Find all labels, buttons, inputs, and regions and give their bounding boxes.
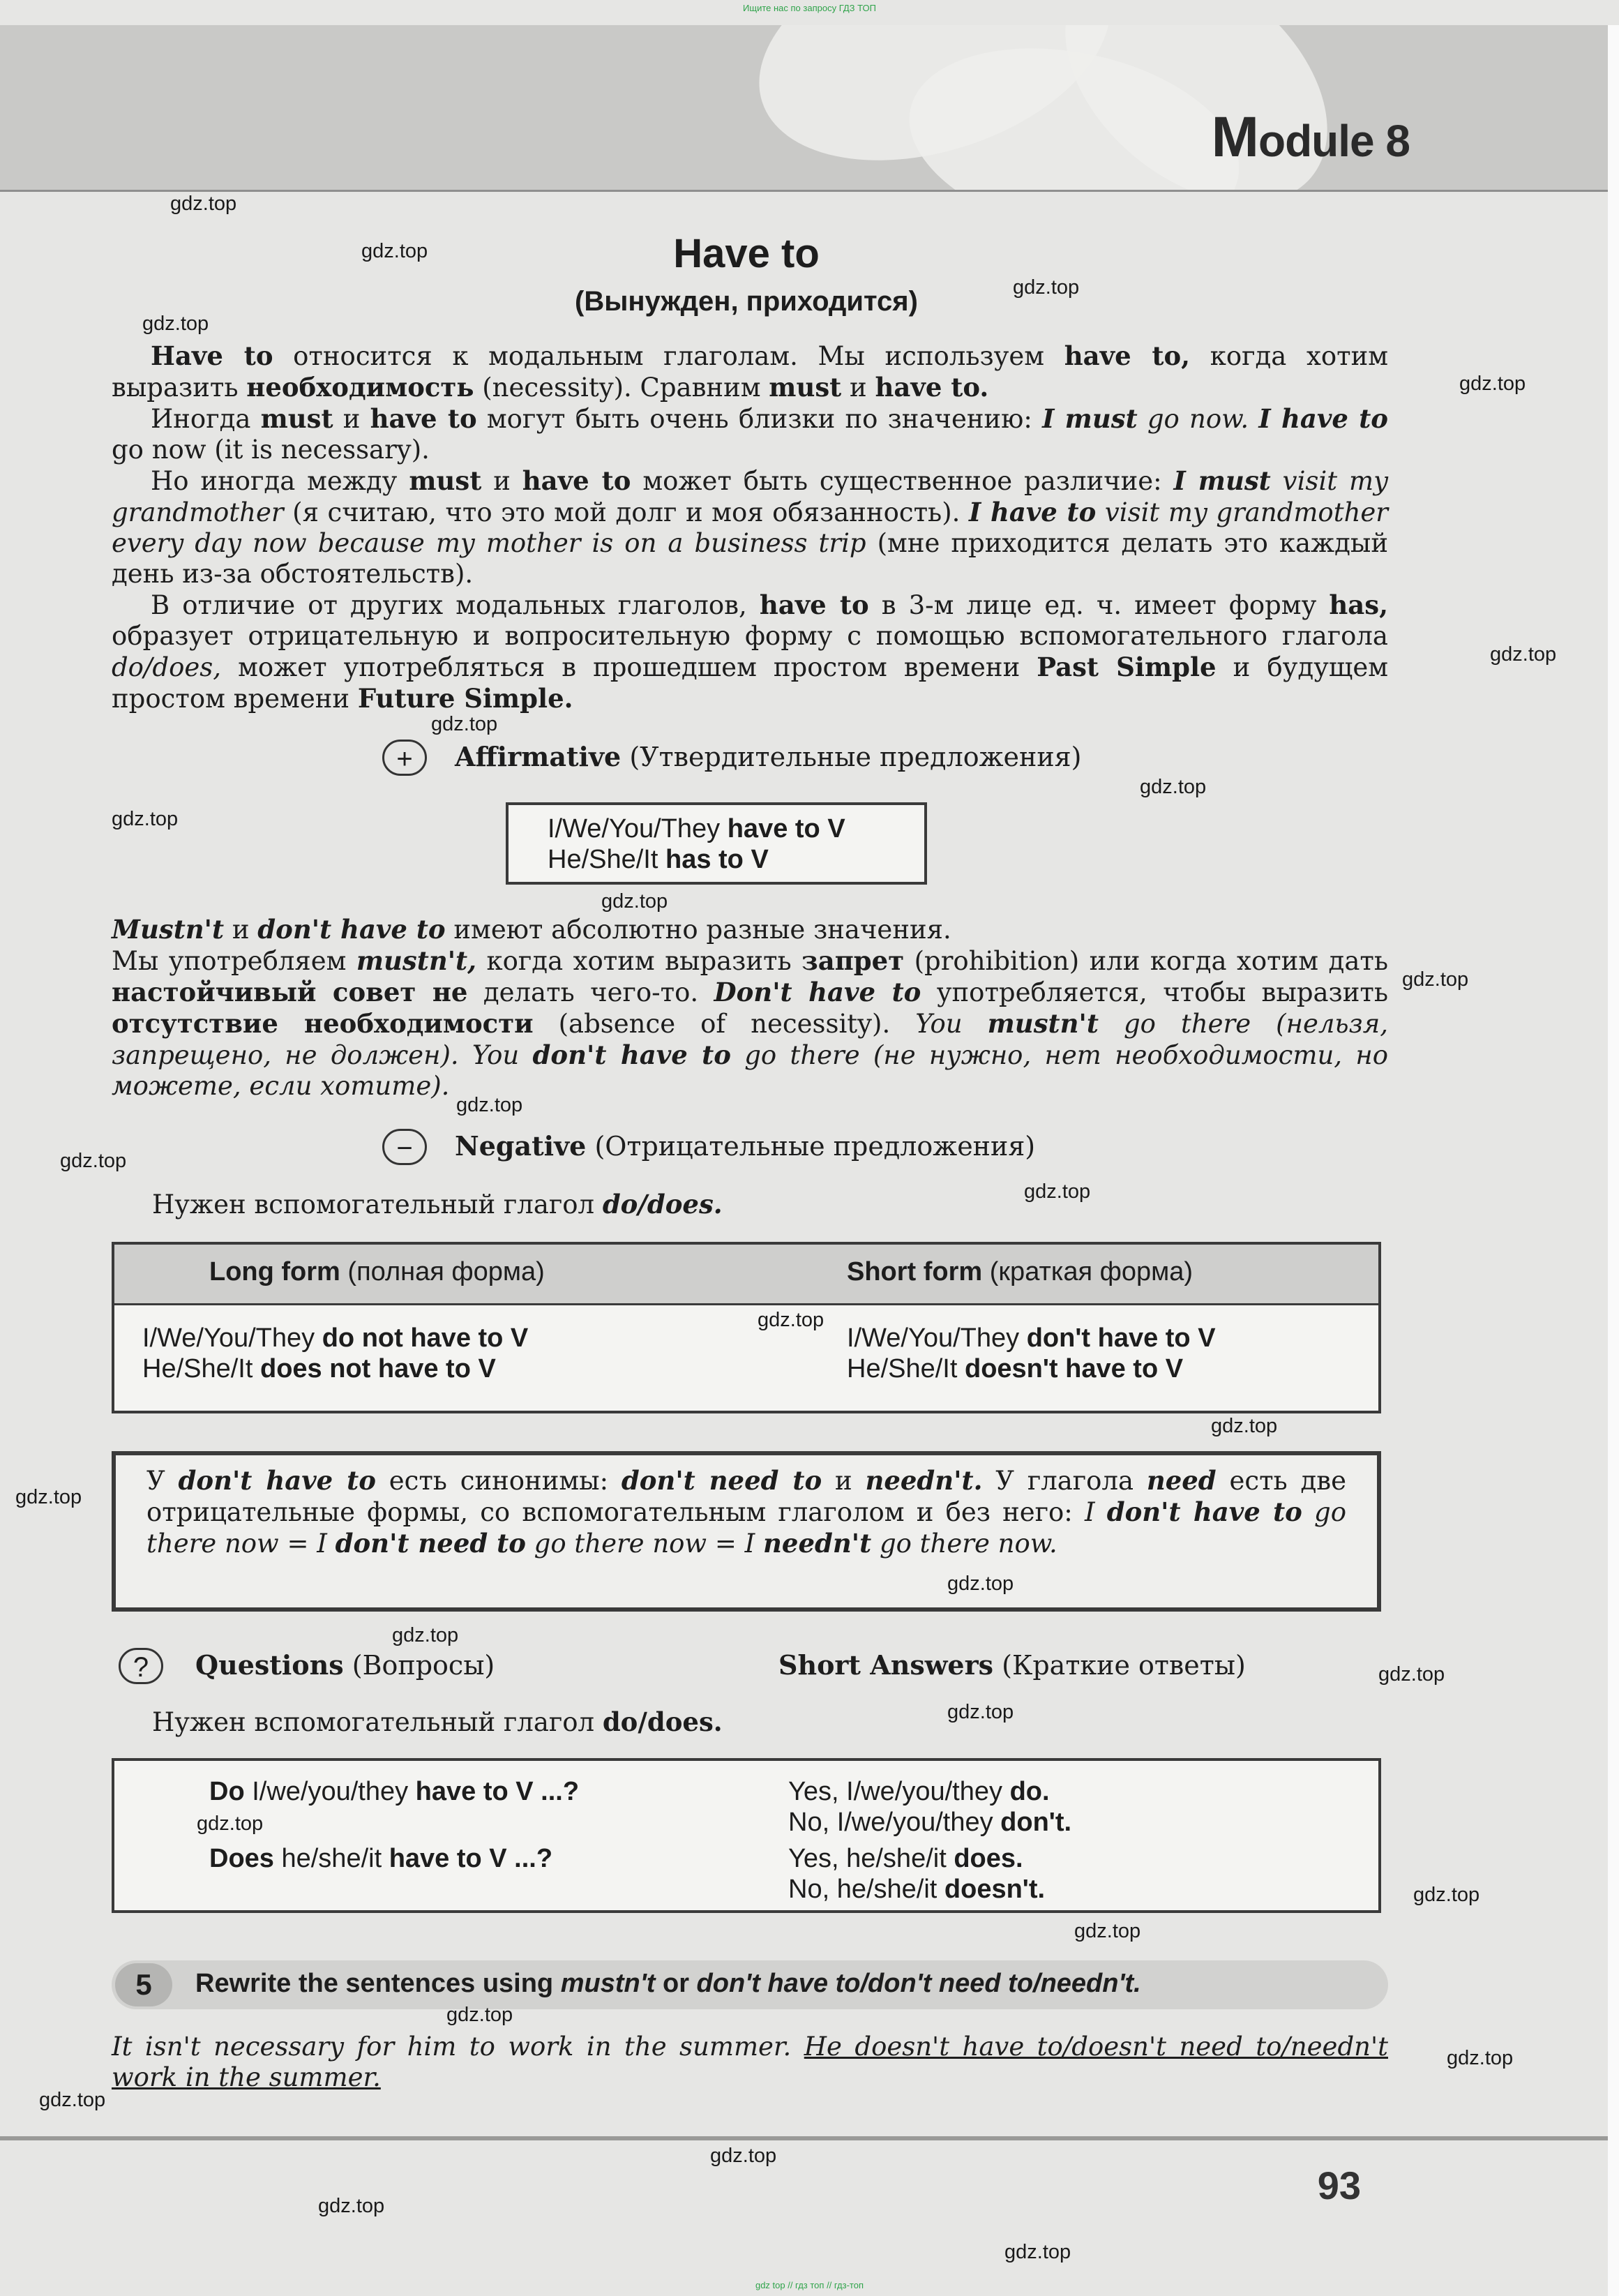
- watermark: gdz.top: [142, 313, 209, 335]
- plus-icon: +: [382, 740, 427, 776]
- watermark: gdz.top: [1378, 1663, 1445, 1686]
- question-row-1: Do I/we/you/they have to V ...?: [209, 1777, 580, 1806]
- watermark: gdz.top: [1024, 1180, 1091, 1203]
- watermark: gdz.top: [1447, 2047, 1514, 2069]
- question-row-2: Does he/she/it have to V ...?: [209, 1844, 553, 1873]
- exercise-number: 5: [115, 1963, 172, 2006]
- watermark: gdz.top: [456, 1094, 523, 1116]
- minus-icon: −: [382, 1129, 427, 1165]
- mustnt-explanation: Mustn't и don't have to имеют абсолютно разные значения. Мы употребляем mustn't, когда хотим выразить запрет (prohibition) или когда хотим дать настойчивый совет не делать чего-то. Don't have to употребляется, чтобы выразить отсутствие необходимости (absence of necessity). You mustn't go there (нельзя, запрещено, не должен). You don't have to go there (не нужно, нет необходимости, но можете, если хотите).: [112, 914, 1389, 1101]
- negative-heading: Negative (Отрицательные предложения): [455, 1130, 1036, 1162]
- footer-link[interactable]: gdz top // гдз топ // гдз-топ: [755, 2280, 864, 2290]
- watermark: gdz.top: [197, 1813, 264, 1835]
- watermark: gdz.top: [39, 2089, 106, 2111]
- exercise-example: It isn't necessary for him to work in the summer. He doesn't have to/doesn't need to/needn't work in the summer.: [112, 2032, 1388, 2092]
- questions-aux-note: Нужен вспомогательный глагол do/does.: [152, 1706, 723, 1737]
- watermark: gdz.top: [361, 240, 428, 262]
- page-number: 93: [1317, 2163, 1361, 2207]
- negative-forms-table: [112, 1242, 1381, 1413]
- watermark: gdz.top: [710, 2145, 777, 2167]
- watermark: gdz.top: [170, 193, 237, 215]
- long-form-header: Long form (полная форма): [209, 1257, 545, 1286]
- watermark: gdz.top: [1211, 1415, 1278, 1437]
- watermark: gdz.top: [112, 808, 179, 830]
- watermark: gdz.top: [1140, 776, 1207, 798]
- answer-row-1: Yes, I/we/you/they do. No, I/we/you/they don't.: [788, 1777, 1072, 1837]
- watermark: gdz.top: [1402, 968, 1469, 991]
- watermark: gdz.top: [1074, 1920, 1141, 1942]
- question-icon: ?: [119, 1648, 163, 1684]
- short-form-cell: I/We/You/They don't have to V He/She/It doesn't have to V: [847, 1323, 1216, 1383]
- exercise-instruction: Rewrite the sentences using mustn't or don't have to/don't need to/needn't.: [195, 1969, 1141, 1998]
- watermark: gdz.top: [947, 1701, 1014, 1723]
- watermark: gdz.top: [1490, 643, 1557, 666]
- affirmative-heading: Affirmative (Утвердительные предложения): [455, 741, 1082, 772]
- watermark: gdz.top: [1013, 276, 1080, 299]
- bottom-divider: [0, 2136, 1608, 2140]
- watermark: gdz.top: [446, 2004, 513, 2026]
- short-answers-heading: Short Answers (Краткие ответы): [778, 1649, 1246, 1681]
- top-search-link[interactable]: Ищите нас по запросу ГДЗ ТОП: [743, 3, 876, 13]
- watermark: gdz.top: [947, 1573, 1014, 1595]
- synonyms-note-box: У don't have to есть синонимы: don't need to и needn't. У глагола need есть две отрицательные формы, со вспомогательным глаголом и без него: I don't have to go there now = I don't need to go there now = I needn't go there now.: [112, 1451, 1381, 1612]
- watermark: gdz.top: [15, 1486, 82, 1508]
- watermark: gdz.top: [758, 1309, 824, 1331]
- answer-row-2: Yes, he/she/it does. No, he/she/it doesn't.: [788, 1844, 1046, 1904]
- page-title: Have to: [673, 231, 820, 276]
- short-form-header: Short form (краткая форма): [847, 1257, 1193, 1286]
- questions-heading: Questions (Вопросы): [195, 1649, 495, 1681]
- negative-aux-note: Нужен вспомогательный глагол do/does.: [152, 1189, 723, 1220]
- watermark: gdz.top: [1459, 373, 1526, 395]
- intro-text: Have to относится к модальным глаголам. Мы используем have to, когда хотим выразить необходимость (necessity). Сравним must и have to. Иногда must и have to могут быть очень близки по значению: I must go now. I have to go now (it is necessary). Но иногда между must и have to может быть существенное различие: I must visit my grandmother (я считаю, что это мой долг и моя обязанность). I have to visit my grandmother every day now because my mother is on a business trip (мне приходится делать это каждый день из-за обстоятельств). В отличие от других модальных глаголов, have to в 3-м лице ед. ч. имеет форму has, образует отрицательную и вопросительную форму с помощью вспомогательного глагола do/does, может употребляться в прошедшем простом времени Past Simple и будущем простом времени Future Simple.: [112, 340, 1389, 714]
- watermark: gdz.top: [60, 1150, 127, 1172]
- page-subtitle: (Вынужден, приходится): [575, 286, 918, 317]
- watermark: gdz.top: [1004, 2241, 1071, 2263]
- questions-table: [112, 1758, 1381, 1913]
- affirmative-box: I/We/You/They have to V He/She/It has to V: [506, 802, 927, 885]
- watermark: gdz.top: [392, 1624, 459, 1646]
- module-title: Module 8: [1211, 105, 1410, 169]
- watermark: gdz.top: [601, 890, 668, 913]
- watermark: gdz.top: [431, 713, 498, 735]
- header-divider: [0, 190, 1608, 192]
- page-right-edge: [1608, 25, 1619, 2296]
- watermark: gdz.top: [318, 2195, 385, 2217]
- long-form-cell: I/We/You/They do not have to V He/She/It does not have to V: [142, 1323, 529, 1383]
- watermark: gdz.top: [1413, 1884, 1480, 1906]
